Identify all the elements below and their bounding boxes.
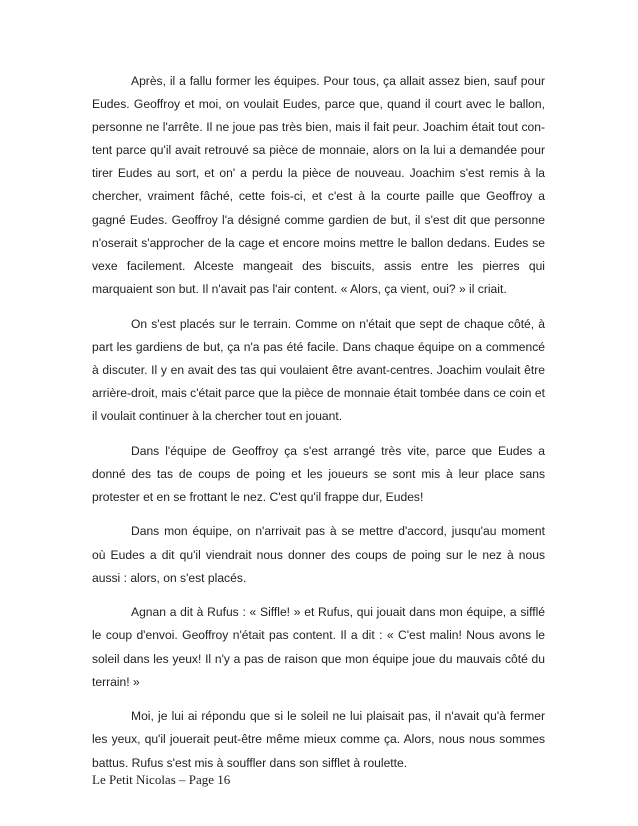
paragraph-6: Moi, je lui ai répondu que si le soleil ne lui plaisait pas, il n'avait qu'à fermer les yeux, qu'il jouerait peut-être même mieux comme ça. Alors, nous nous sommes battus. Rufus s'est mis à souffler dans son sifflet à roulette. (92, 709, 545, 770)
paragraph-3: Dans l'équipe de Geoffroy ça s'est arrangé très vite, parce que Eudes a donné des tas de coups de poing et les joueurs se sont mis à leur place sans protester et en se frottant le nez. C'est qu'il frappe dur, Eudes! (92, 443, 545, 504)
paragraph-2: On s'est placés sur le terrain. Comme on n'était que sept de chaque côté, à part les gardiens de but, ça n'a pas été facile. Dans chaque équipe on a commencé à discuter. Il y en avait des tas qui voulaient être avant-centres. Joachim voulait être arrière-droit, mais c'était parce que la pièce de monnaie était tombée dans ce coin et il voulait continuer à la chercher tout en jouant. (92, 316, 545, 423)
body-text (92, 70, 545, 786)
paragraph-1: Après, il a fallu former les équipes. Pour tous, ça allait assez bien, sauf pour Eudes. Geoffroy et moi, on voulait Eudes, parce que, quand il court avec le ballon, personne ne l'arrête. Il ne joue pas très bien, mais il fait peur. Joachim était tout con-tent parce qu'il avait retrouvé sa pièce de monnaie, alors on la lui a demandée pour tirer Eudes au sort, et on' a perdu la pièce de nouveau. Joachim s'est remis à la chercher, vraiment fâché, cette fois-ci, et c'est à la courte paille que Geoffroy a gagné Eudes. Geoffroy l'a désigné comme gardien de but, il s'est dit que personne n'oserait s'approcher de la cage et encore moins mettre le ballon dedans. Eudes se vexe facilement. Alceste mangeait des biscuits, assis entre les pierres qui marquaient son but. Il n'avait pas l'air content. « Alors, ça vient, oui? » il criait. (92, 74, 545, 296)
paragraph-5: Agnan a dit à Rufus : « Siffle! » et Rufus, qui jouait dans mon équipe, a sifflé le coup d'envoi. Geoffroy n'était pas content. Il a dit : « C'est malin! Nous avons le soleil dans les yeux! Il n'y a pas de raison que mon équipe joue du mauvais côté du terrain! » (92, 605, 545, 689)
paragraph-4: Dans mon équipe, on n'arrivait pas à se mettre d'accord, jusqu'au moment où Eudes a dit qu'il viendrait nous donner des coups de poing sur le nez à nous aussi : alors, on s'est placés. (92, 524, 545, 585)
page-footer: Le Petit Nicolas – Page 16 (92, 772, 231, 787)
